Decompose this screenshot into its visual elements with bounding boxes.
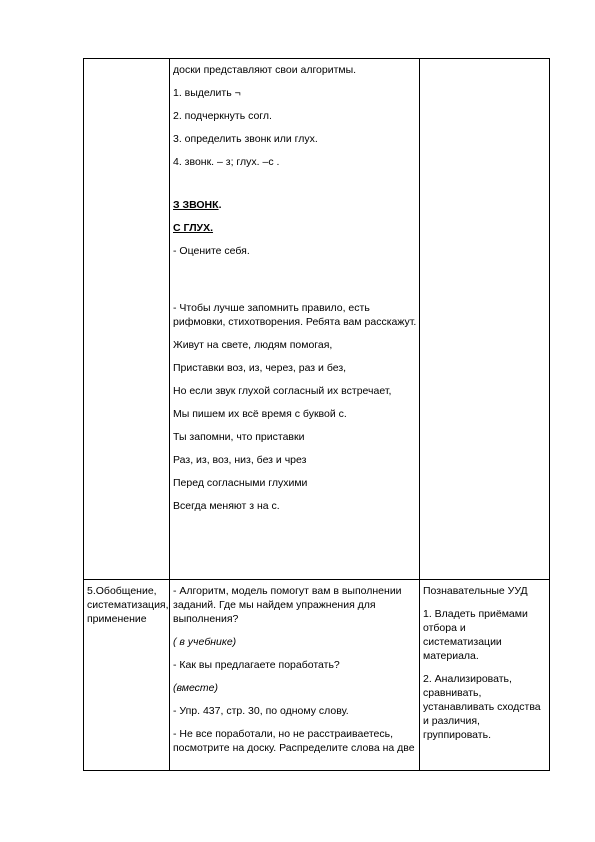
poem-line: Всегда меняют з на с. [173, 500, 280, 512]
poem-line: Раз, из, воз, низ, без и чрез [173, 454, 307, 466]
activity-text: - Упр. 437, стр. 30, по одному слову. [173, 705, 349, 717]
algorithm-step: 1. выделить ¬ [173, 87, 241, 99]
algorithm-step: 2. подчеркнуть согл. [173, 110, 272, 122]
self-assessment: - Оцените себя. [173, 245, 250, 257]
z-voiced-label: З ЗВОНК [173, 199, 219, 211]
poem-line: Приставки воз, из, через, раз и без, [173, 362, 347, 374]
rhyme-intro: - Чтобы лучше запомнить правило, есть рифмовки, стихотворения. Ребята вам расскажут. [173, 302, 417, 328]
poem-line: Ты запомни, что приставки [173, 431, 305, 443]
stage-cell [84, 59, 170, 580]
table-row [84, 59, 550, 580]
activity-text: - Алгоритм, модель помогут вам в выполнении заданий. Где мы найдем упражнения для выполнения? [173, 585, 402, 625]
poem-line: Живут на свете, людям помогая, [173, 339, 333, 351]
stage-title: 5.Обобщение, систематизация, применение [87, 585, 169, 625]
uud-item: 1. Владеть приёмами отбора и систематизации материала. [423, 608, 528, 662]
spacer [173, 178, 417, 198]
spacer [173, 267, 417, 301]
uud-cell [420, 59, 550, 580]
uud-title: Познавательные УУД [423, 585, 528, 597]
activity-answer: (вместе) [173, 682, 218, 694]
lesson-plan-table [83, 58, 550, 771]
table-row [84, 580, 550, 771]
activity-text: - Как вы предлагаете поработать? [173, 659, 340, 671]
algorithm-step: 3. определить звонк или глух. [173, 133, 318, 145]
uud-cell [420, 580, 550, 771]
poem-line: Но если звук глухой согласный их встречает, [173, 385, 392, 397]
activity-answer: ( в учебнике) [173, 636, 237, 648]
poem-line: Мы пишем их всё время с буквой с. [173, 408, 347, 420]
uud-item: 2. Анализировать, сравнивать, устанавливать сходства и различия, группировать. [423, 673, 541, 741]
z-voiced-line [173, 198, 417, 212]
algorithm-step: 4. звонк. – з; глух. –с . [173, 156, 280, 168]
s-voiceless-label: С ГЛУХ. [173, 222, 214, 234]
intro-line: доски представляют свои алгоритмы. [173, 64, 357, 76]
poem-line: Перед согласными глухими [173, 477, 308, 489]
teacher-activity-cell [170, 580, 420, 771]
z-dot: . [218, 199, 222, 211]
teacher-activity-cell [170, 59, 420, 580]
stage-cell [84, 580, 170, 771]
activity-text: - Не все поработали, но не расстраиваетесь, посмотрите на доску. Распределите слова на две [173, 728, 415, 754]
